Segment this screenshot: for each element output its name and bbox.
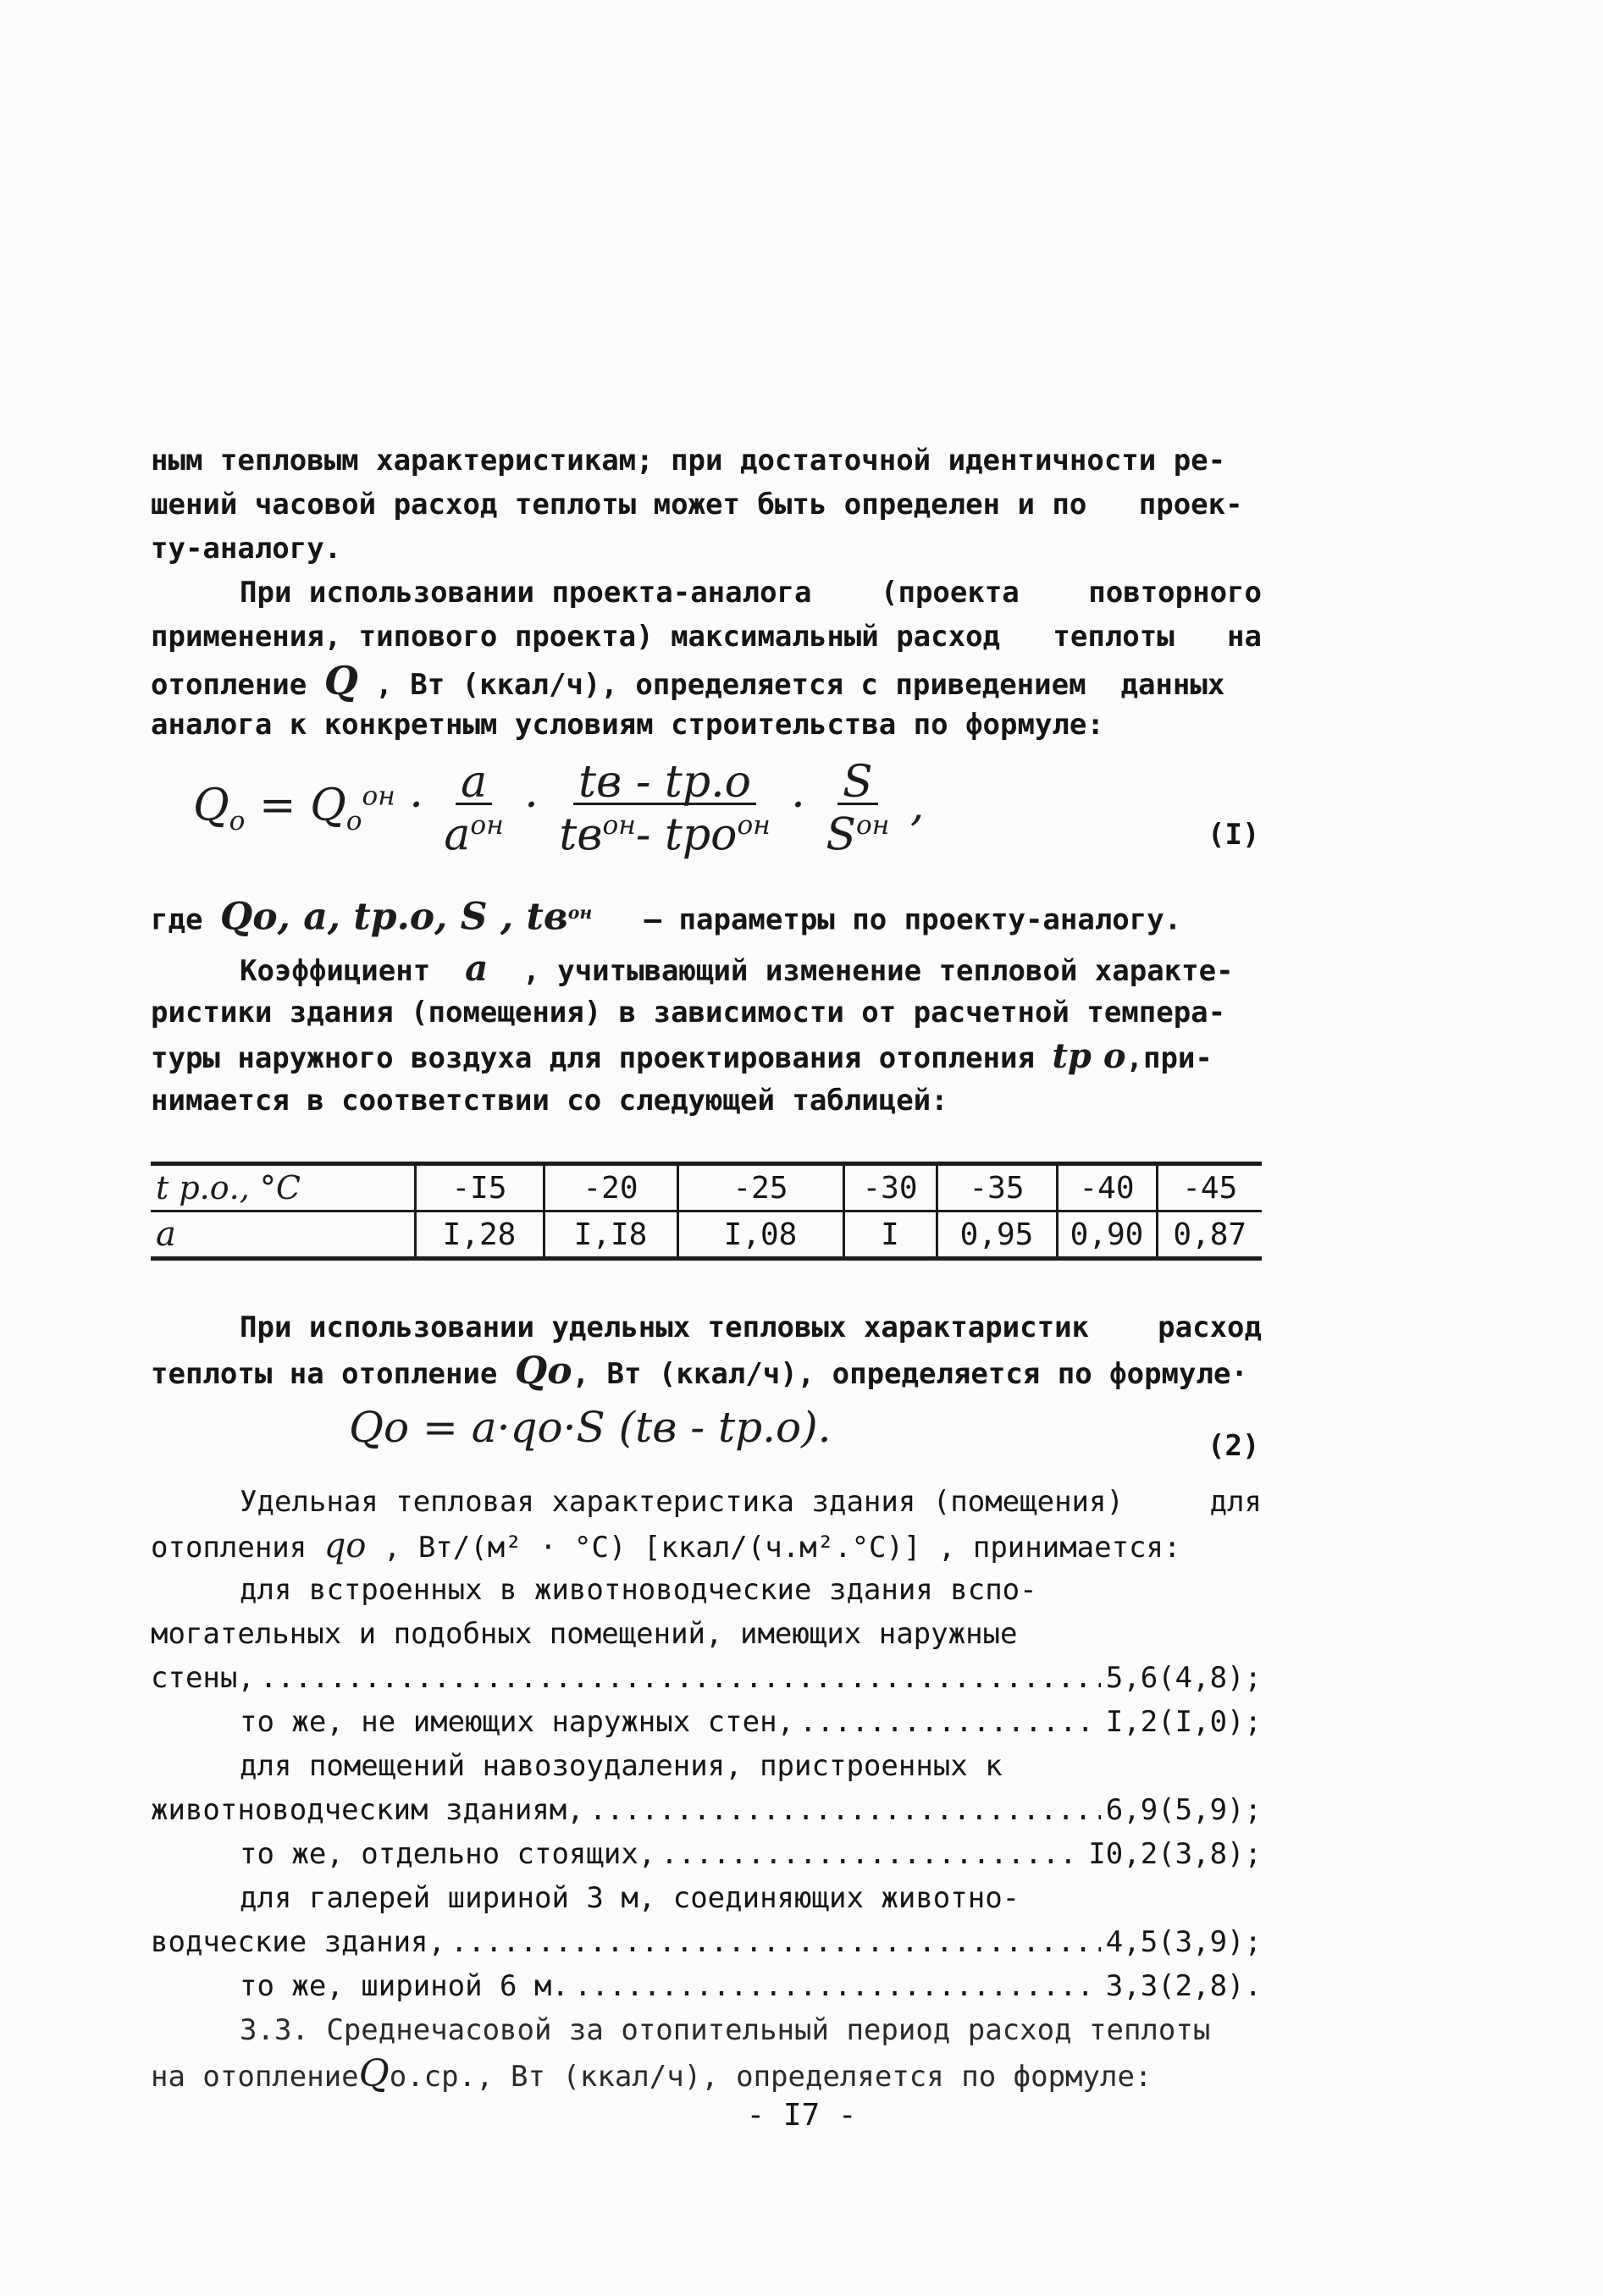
- text-segment: При использовании удельных тепловых характаристик: [240, 1311, 1090, 1344]
- table-row: [151, 1164, 1262, 1211]
- text-segment: отопления: [151, 1531, 307, 1565]
- symbol-t: tр о: [1052, 1036, 1126, 1076]
- formula-term: Q: [310, 780, 346, 831]
- table-cell: -I5: [415, 1164, 544, 1211]
- text-segment: повторного: [1088, 576, 1262, 610]
- list-item: [151, 1788, 1262, 1832]
- table-cell: I,I8: [544, 1211, 677, 1259]
- page-number: - I7 -: [746, 2098, 857, 2133]
- list-item: [240, 1832, 1262, 1876]
- text-segment: отопление: [151, 668, 307, 702]
- text-segment: , Вт (ккал/ч), определяется по формуле·: [572, 1357, 1248, 1391]
- item-label: водческие здания,: [151, 1925, 445, 1959]
- table-cell: 0,95: [937, 1211, 1057, 1259]
- text-line: [240, 947, 1262, 993]
- formula-tail: ,: [909, 780, 925, 831]
- fraction-denominator: S: [826, 809, 856, 861]
- table-cell: 0,87: [1157, 1211, 1262, 1259]
- text-line: [151, 659, 1262, 707]
- text-segment: расход: [1158, 1311, 1262, 1344]
- item-label: животноводческим зданиям,: [151, 1793, 584, 1827]
- text-line: могательных и подобных помещений, имеющих наружные: [151, 1617, 1018, 1651]
- text-segment: на: [1227, 620, 1262, 654]
- equation-number: (I): [1208, 818, 1260, 852]
- table-cell: -20: [544, 1164, 677, 1211]
- item-label: то же, шириной 6 м.: [240, 1969, 569, 2003]
- fraction-numerator: S: [837, 762, 878, 805]
- formula-2: Qo = a·qo·S (tв - tр.о).: [349, 1403, 832, 1452]
- formula-eq: =: [258, 780, 296, 831]
- fraction-t: [559, 757, 771, 861]
- symbol-Qo: Qo: [514, 1349, 572, 1393]
- text-segment: Удельная тепловая характеристика здания (помещения): [240, 1485, 1124, 1519]
- item-value: 4,5(3,9);: [1105, 1925, 1262, 1959]
- table-header-cell: t р.о., °C: [151, 1164, 415, 1211]
- formula-sup: он: [737, 810, 771, 841]
- table-cell: 0,90: [1057, 1211, 1157, 1259]
- text-line: ным тепловым характеристикам; при достаточной идентичности ре-: [151, 444, 1226, 477]
- where-line: [151, 891, 1262, 941]
- table-cell: -25: [677, 1164, 843, 1211]
- text-line: для помещений навозоудаления, пристроенных к: [240, 1749, 1003, 1783]
- text-segment: применения, типового проекта) максимальный расход: [151, 620, 1001, 654]
- text-line: [151, 615, 1262, 659]
- text-segment: на отопление: [151, 2060, 359, 2094]
- fraction-a: [444, 757, 504, 861]
- text-segment: туры наружного воздуха для проектирования отопления: [151, 1041, 1035, 1075]
- item-value: 3,3(2,8).: [1105, 1969, 1262, 2003]
- symbol-Q: Q: [323, 658, 358, 704]
- symbol-a: a: [465, 947, 489, 989]
- text-line: 3.3. Среднечасовой за отопительный период расход теплоты: [240, 2013, 1211, 2047]
- text-segment: Коэффициент: [240, 954, 431, 988]
- formula-sub: o: [229, 806, 246, 837]
- text-line: ту-аналогу.: [151, 532, 342, 566]
- text-line: [151, 1349, 1262, 1396]
- text-line: аналога к конкретным условиям строительства по формуле:: [151, 708, 1104, 742]
- list-item: [151, 1656, 1262, 1700]
- symbol-list: Qо, a, tр.о, S , tв: [219, 895, 568, 939]
- formula-sub: o: [345, 806, 362, 837]
- formula-1: $Q_o = Q_o^{он}$ · $\frac{a}{a^{он}}$ · $\frac{tв - tр.о}{tв^{он}- tро^{он}}$ · $\frac{S}{S^{он}}$ ,: [193, 757, 925, 861]
- text-segment: о.ср., Вт (ккал/ч), определяется по формуле:: [389, 2060, 1153, 2094]
- table-cell: -45: [1157, 1164, 1262, 1211]
- text-line: [240, 1305, 1262, 1349]
- item-label: то же, отдельно стоящих,: [240, 1837, 656, 1871]
- list-item: [240, 1700, 1262, 1744]
- formula-sup: он: [567, 902, 593, 923]
- symbol-qo: qo: [323, 1526, 367, 1565]
- table-cell: I,08: [677, 1211, 843, 1259]
- fraction-s: [826, 757, 890, 861]
- text-segment: , учитывающий изменение тепловой характе-: [522, 954, 1234, 988]
- item-label: то же, не имеющих наружных стен,: [240, 1705, 795, 1739]
- text-line: для встроенных в животноводческие здания вспо-: [240, 1573, 1037, 1607]
- formula-sup: он: [855, 810, 890, 841]
- table-cell: I,28: [415, 1211, 544, 1259]
- text-line: [240, 571, 1262, 615]
- text-line: [151, 1035, 1262, 1080]
- text-segment: , Вт/(м² · °С) [ккал/(ч.м².°С)] , принимается:: [383, 1531, 1181, 1565]
- table-row: [151, 1211, 1262, 1259]
- table-cell: -40: [1057, 1164, 1157, 1211]
- text-line: шений часовой расход теплоты может быть определен и по проек-: [151, 488, 1243, 522]
- symbol-Q: Q: [358, 2052, 390, 2095]
- table-cell: -35: [937, 1164, 1057, 1211]
- item-value: 6,9(5,9);: [1105, 1793, 1262, 1827]
- equation-number: (2): [1208, 1429, 1260, 1463]
- text-line: [151, 2052, 1262, 2099]
- item-value: I,2(I,0);: [1105, 1705, 1262, 1739]
- text-segment: , Вт (ккал/ч), определяется с приведением данных: [375, 668, 1225, 702]
- text-segment: (проекта: [881, 576, 1020, 610]
- list-item: [151, 1920, 1262, 1964]
- text-line: ристики здания (помещения) в зависимости от расчетной темпера-: [151, 996, 1226, 1029]
- table-cell: -30: [843, 1164, 937, 1211]
- formula-sup: он: [470, 810, 504, 841]
- text-segment: ,при-: [1125, 1041, 1213, 1075]
- item-value: 5,6(4,8);: [1105, 1661, 1262, 1695]
- coefficient-table: [151, 1162, 1262, 1261]
- fraction-denominator: tв: [559, 809, 603, 861]
- list-item: [240, 1964, 1262, 2008]
- formula-lhs: Q: [193, 780, 229, 831]
- text-line: [240, 1480, 1262, 1524]
- text-segment: теплоты на отопление: [151, 1357, 498, 1391]
- text-segment: для: [1209, 1485, 1262, 1519]
- formula-sup: он: [362, 781, 395, 812]
- item-value: I0,2(3,8);: [1088, 1837, 1262, 1871]
- table-cell: I: [843, 1211, 937, 1259]
- text-line: для галерей шириной 3 м, соединяющих животно-: [240, 1881, 1020, 1915]
- text-segment: где: [151, 902, 203, 937]
- fraction-denominator: a: [444, 809, 471, 861]
- text-line: нимается в соответствии со следующей таблицей:: [151, 1084, 948, 1118]
- text-segment: теплоты: [1053, 620, 1175, 654]
- fraction-numerator: a: [456, 762, 492, 805]
- table-header-cell: a: [151, 1211, 415, 1259]
- text-line: [151, 1524, 1262, 1570]
- fraction-numerator: tв - tр.о: [573, 762, 756, 805]
- text-segment: – параметры по проекту-аналогу.: [644, 902, 1182, 937]
- item-label: стены,: [151, 1661, 255, 1695]
- formula-sup: он: [602, 810, 636, 841]
- text-segment: При использовании проекта-аналога: [240, 576, 812, 610]
- fraction-denominator: - tро: [635, 809, 738, 861]
